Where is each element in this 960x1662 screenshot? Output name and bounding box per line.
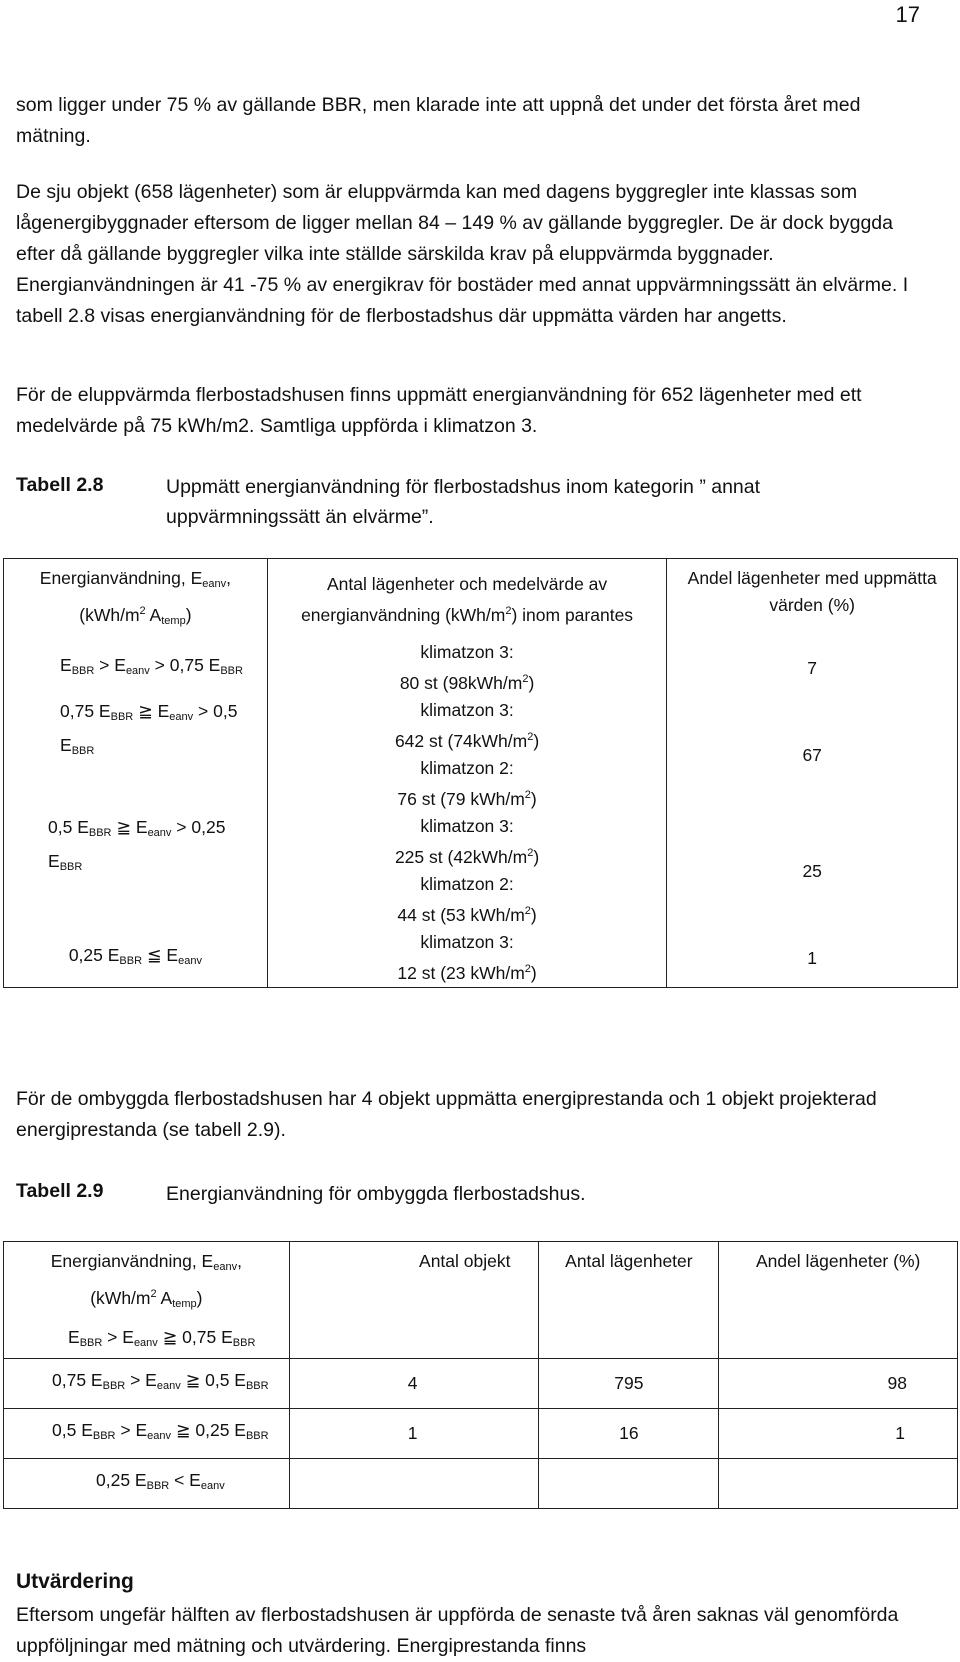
apartments-cell [539, 1458, 719, 1508]
table-row [4, 1458, 958, 1508]
paragraph-evaluation: Eftersom ungefär hälften av flerbostadshusen är uppförda de senaste två åren saknas väl genomförda uppföljningar med mätning och utvärdering. Energiprestanda finns [16, 1604, 899, 1657]
table-row [4, 1358, 958, 1408]
objects-cell [289, 1458, 539, 1508]
share-cell: 67 [667, 697, 958, 813]
table-row [4, 813, 958, 929]
range-cell: 0,25 $E_{BBR} < E_{eanv}$ [4, 1458, 290, 1508]
range-cell: $E_{BBR} > E_{eanv} > 0,75$ $E_{BBR}$ [4, 639, 268, 697]
table-row [4, 639, 958, 697]
table-header-row [4, 559, 958, 640]
share-cell: 1 [667, 929, 958, 988]
header-apartments: Antal lägenheter [539, 1242, 719, 1323]
share-cell [719, 1322, 958, 1358]
paragraph-measured: För de eluppvärmda flerbostadshusen finns uppmätt energianvändning för 652 lägenheter med ett medelvärde på 75 kWh/m2. Samtliga uppförda i klimatzon 3. [16, 384, 862, 437]
objects-cell: 4 [289, 1358, 539, 1408]
table-2-9-caption: Energianvändning för ombyggda flerbostadshus. [166, 1183, 586, 1205]
share-cell [719, 1458, 958, 1508]
table-row [4, 697, 958, 813]
objects-cell: 1 [289, 1408, 539, 1458]
range-cell: 0,5 $E_{BBR}$ ≧ $E_{eanv} > 0,25$ $E_{BBR}$ [4, 813, 268, 929]
paragraph-ombyggda: För de ombyggda flerbostadshusen har 4 objekt uppmätta energiprestanda och 1 objekt projekterad energiprestanda (se tabell 2.9). [16, 1088, 877, 1141]
apartments-cell [539, 1322, 719, 1358]
share-cell: 98 [719, 1358, 958, 1408]
header-share: Andel lägenheter med uppmätta värden (%) [667, 559, 958, 640]
table-row [4, 929, 958, 988]
share-cell: 7 [667, 639, 958, 697]
table-header-row [4, 1242, 958, 1323]
table-2-8 [3, 558, 958, 988]
section-heading: Utvärdering [16, 1570, 134, 1593]
range-cell: $E_{BBR} > E_{eanv}$ ≧ 0,75 $E_{BBR}$ [4, 1322, 290, 1358]
share-cell: 25 [667, 813, 958, 929]
table-2-9 [3, 1241, 958, 1509]
apartments-cell: 795 [539, 1358, 719, 1408]
header-energy: Energianvändning, $E_{eanv}$, ($kWh/m^2$ $A_{temp}$) [4, 1242, 290, 1323]
apartments-cell: 16 [539, 1408, 719, 1458]
page-number: 17 [895, 2, 920, 27]
share-cell: 1 [719, 1408, 958, 1458]
count-cell: klimatzon 3: 225 st $(42kWh/m^2)$ klimatzon 2: 44 st (53 kWh/$m^2$) [267, 813, 667, 929]
range-cell: 0,5 $E_{BBR} > E_{eanv}$ ≧ 0,25 $E_{BBR}$ [4, 1408, 290, 1458]
header-count: Antal lägenheter och medelvärde av energianvändning $(kWh/m^2)$ inom parantes [267, 559, 667, 640]
range-cell: 0,75 $E_{BBR} > E_{eanv}$ ≧ 0,5 $E_{BBR}$ [4, 1358, 290, 1408]
header-share: Andel lägenheter (%) [719, 1242, 958, 1323]
table-2-9-label: Tabell 2.9 [16, 1180, 104, 1202]
count-cell: klimatzon 3: 12 st (23 kWh/$m^2$) [267, 929, 667, 988]
range-cell: 0,75 $E_{BBR}$ ≧ $E_{eanv} > 0,5$ $E_{BBR}$ [4, 697, 268, 813]
table-row [4, 1322, 958, 1358]
table-2-8-caption: Uppmätt energianvändning för flerbostadshus inom kategorin ” annat uppvärmningssätt än elvärme”. [166, 476, 761, 528]
objects-cell [289, 1322, 539, 1358]
count-cell: klimatzon 3: 80 st $(98kWh/m^2)$ [267, 639, 667, 697]
paragraph-intro: som ligger under 75 % av gällande BBR, men klarade inte att uppnå det under det första året med mätning. [16, 94, 861, 147]
count-cell: klimatzon 3: 642 st $(74kWh/m^2)$ klimatzon 2: 76 st (79 kWh/$m^2$) [267, 697, 667, 813]
table-2-8-label: Tabell 2.8 [16, 474, 104, 496]
table-row [4, 1408, 958, 1458]
paragraph-eluppvarmda: De sju objekt (658 lägenheter) som är eluppvärmda kan med dagens byggregler inte klassas som lågenergibyggnader eftersom de ligger mellan 84 – 149 % av gällande byggregler. De är dock byggda efter då gällande byggregler vilka inte ställde särskilda krav på eluppvärmda byggnader. Energianvändningen är 41 -75 % av energikrav för bostäder med annat uppvärmningssätt än elvärme. I tabell 2.8 visas energianvändning för de flerbostadshus där uppmätta värden har angetts. [16, 181, 909, 327]
header-energy: Energianvändning, $E_{eanv}$, ($kWh/m^2$ $A_{temp}$) [4, 559, 268, 640]
range-cell: 0,25 $E_{BBR}$ ≦ $E_{eanv}$ [4, 929, 268, 988]
header-objects: Antal objekt [289, 1242, 539, 1323]
